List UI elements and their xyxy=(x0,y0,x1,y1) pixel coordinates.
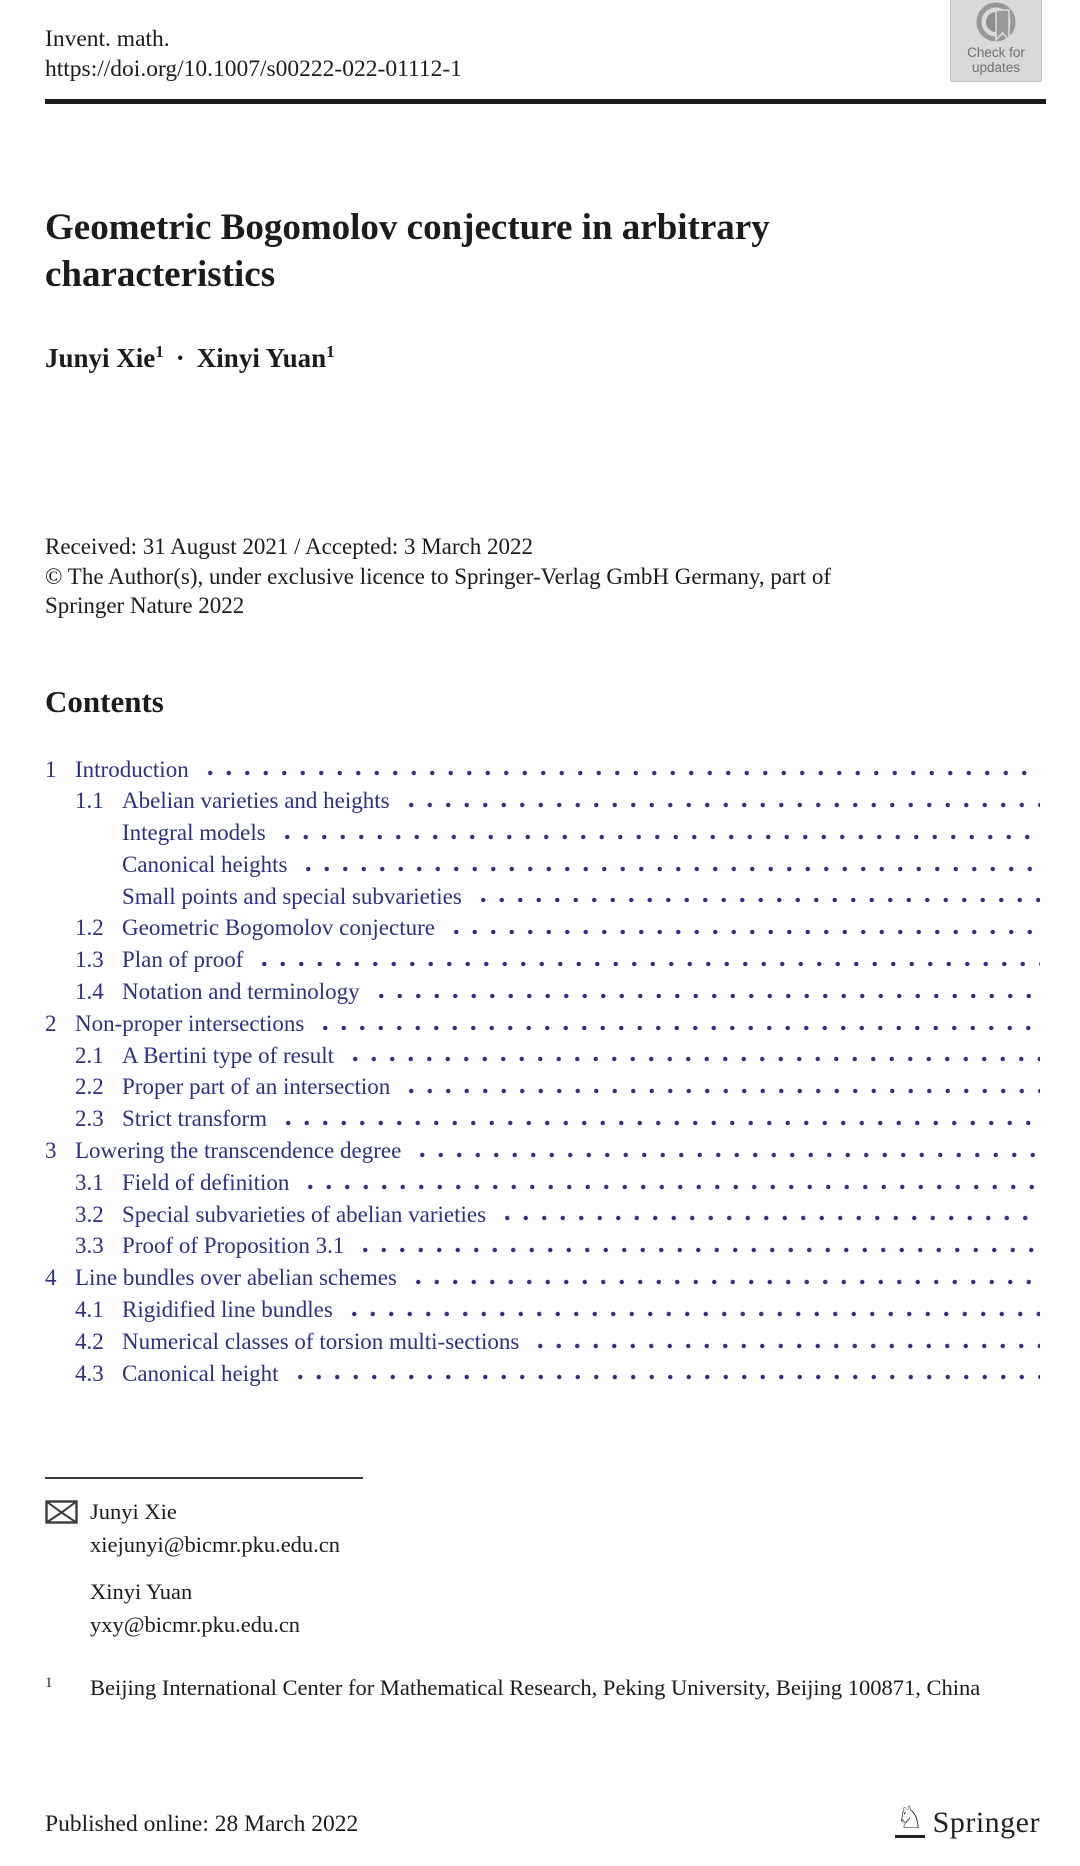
author-1-affiliation-ref: 1 xyxy=(155,342,164,361)
toc-entry[interactable] xyxy=(45,817,1040,849)
toc-entry-label: Numerical classes of torsion multi-sections xyxy=(122,1328,520,1354)
article-meta xyxy=(45,532,1040,621)
toc-entry[interactable] xyxy=(45,1040,1040,1072)
toc-entry-number: 1.3 xyxy=(75,947,104,973)
page-title xyxy=(45,204,1040,298)
toc-entry-label: Canonical height xyxy=(122,1360,279,1386)
toc-entry-label: Strict transform xyxy=(122,1106,267,1132)
footnote-divider xyxy=(45,1477,363,1479)
toc-entry[interactable] xyxy=(45,1326,1040,1358)
copyright-line-1: © The Author(s), under exclusive licence to Springer-Verlag GmbH Germany, part of xyxy=(45,563,831,589)
toc-dot-leader xyxy=(498,1215,1040,1221)
page-footer xyxy=(45,1800,1040,1839)
toc-entry[interactable] xyxy=(45,1230,1040,1262)
toc-entry-number: 4.3 xyxy=(75,1360,104,1386)
received-accepted-line: Received: 31 August 2021 / Accepted: 3 March 2022 xyxy=(45,534,534,559)
toc-entry-label: Notation and terminology xyxy=(122,979,360,1005)
toc-entry[interactable] xyxy=(45,944,1040,976)
toc-dot-leader xyxy=(255,961,1040,967)
affiliation-text: Beijing International Center for Mathematical Research, Peking University, Beijing 100871, China xyxy=(90,1675,981,1701)
toc-dot-leader xyxy=(402,802,1040,808)
toc-entry[interactable] xyxy=(45,1199,1040,1231)
header-divider xyxy=(45,99,1046,104)
toc-dot-leader xyxy=(301,1184,1040,1190)
toc-entry-number: 2 xyxy=(45,1010,57,1036)
toc-entry-label: Geometric Bogomolov conjecture xyxy=(122,915,435,941)
toc-entry[interactable] xyxy=(45,1358,1040,1390)
toc-dot-leader xyxy=(278,834,1040,840)
author-line xyxy=(45,342,1040,374)
correspondence-block xyxy=(45,1495,1040,1641)
check-for-updates-icon xyxy=(972,0,1020,46)
toc-entry[interactable] xyxy=(45,1071,1040,1103)
correspondence-entry xyxy=(45,1495,1040,1561)
author-1-name: Junyi Xie xyxy=(45,343,156,373)
toc-entry-label: Non-proper intersections xyxy=(75,1010,305,1036)
toc-dot-leader xyxy=(474,897,1040,903)
toc-entry[interactable] xyxy=(45,1135,1040,1167)
author-2-affiliation-ref: 1 xyxy=(326,342,335,361)
badge-text-line2: updates xyxy=(971,59,1021,75)
toc-list xyxy=(45,754,1040,1390)
toc-entry-label: Rigidified line bundles xyxy=(122,1297,333,1323)
toc-entry-label: Line bundles over abelian schemes xyxy=(75,1265,397,1291)
author-2-name: Xinyi Yuan xyxy=(196,343,327,373)
toc-entry-number: 3.3 xyxy=(75,1233,104,1259)
affiliation-ref: 1 xyxy=(45,1675,53,1692)
affiliation-block xyxy=(45,1673,1040,1703)
journal-header xyxy=(45,0,1040,84)
toc-entry[interactable] xyxy=(45,754,1040,786)
toc-entry-number: 4.2 xyxy=(75,1328,104,1354)
toc-entry-number: 1 xyxy=(45,756,57,782)
springer-logo xyxy=(895,1800,1040,1839)
toc-entry-number: 2.2 xyxy=(75,1074,104,1100)
toc-entry-number: 3 xyxy=(45,1138,57,1164)
journal-name: Invent. math. xyxy=(45,26,170,52)
toc-dot-leader xyxy=(413,1152,1040,1158)
toc-entry-label: Proof of Proposition 3.1 xyxy=(122,1233,345,1259)
toc-dot-leader xyxy=(409,1279,1040,1285)
toc-dot-leader xyxy=(356,1247,1040,1253)
badge-text-line1: Check for xyxy=(967,45,1025,60)
toc-dot-leader xyxy=(372,993,1040,999)
author-name: Xinyi Yuan xyxy=(90,1579,193,1605)
toc-entry-number: 4.1 xyxy=(75,1297,104,1323)
corresponding-author-email[interactable]: xiejunyi@bicmr.pku.edu.cn xyxy=(90,1532,341,1558)
toc-entry[interactable] xyxy=(45,1294,1040,1326)
correspondence-entry xyxy=(45,1575,1040,1641)
toc-entry[interactable] xyxy=(45,849,1040,881)
toc-dot-leader xyxy=(346,1056,1040,1062)
check-for-updates-button[interactable] xyxy=(950,0,1042,82)
toc-entry[interactable] xyxy=(45,1008,1040,1040)
toc-entry-number: 3.2 xyxy=(75,1201,104,1227)
title-line-1: Geometric Bogomolov conjecture in arbitrary xyxy=(45,207,770,248)
toc-entry-label: Introduction xyxy=(75,756,189,782)
toc-entry-label: Proper part of an intersection xyxy=(122,1074,391,1100)
toc-dot-leader xyxy=(345,1311,1040,1317)
toc-entry-number: 2.1 xyxy=(75,1042,104,1068)
toc-entry[interactable] xyxy=(45,1167,1040,1199)
springer-knight-icon: ♘ xyxy=(895,1800,924,1836)
toc-entry[interactable] xyxy=(45,1262,1040,1294)
publisher-name: Springer xyxy=(932,1806,1040,1839)
toc-entry[interactable] xyxy=(45,976,1040,1008)
toc-entry-label: Integral models xyxy=(122,820,266,846)
toc-entry-label: Abelian varieties and heights xyxy=(122,788,390,814)
toc-entry-label: Plan of proof xyxy=(122,947,244,973)
toc-entry-label: Small points and special subvarieties xyxy=(122,883,462,909)
toc-dot-leader xyxy=(279,1120,1040,1126)
toc-entry[interactable] xyxy=(45,1103,1040,1135)
toc-entry-label: Special subvarieties of abelian varieties xyxy=(122,1201,487,1227)
toc-entry-label: A Bertini type of result xyxy=(122,1042,335,1068)
toc-entry[interactable] xyxy=(45,881,1040,913)
toc-dot-leader xyxy=(402,1088,1040,1094)
toc-entry-number: 1.1 xyxy=(75,788,104,814)
toc-dot-leader xyxy=(299,866,1040,872)
corresponding-author-name: Junyi Xie xyxy=(90,1499,177,1525)
toc-entry-number: 3.1 xyxy=(75,1169,104,1195)
toc-entry[interactable] xyxy=(45,912,1040,944)
author-separator: · xyxy=(175,343,185,373)
title-line-2: characteristics xyxy=(45,254,276,295)
toc-dot-leader xyxy=(291,1374,1041,1380)
toc-entry-number: 1.4 xyxy=(75,979,104,1005)
toc-entry-label: Field of definition xyxy=(122,1169,290,1195)
envelope-icon xyxy=(45,1500,78,1524)
toc-entry-label: Canonical heights xyxy=(122,851,288,877)
toc-dot-leader xyxy=(531,1343,1040,1349)
toc-entry-number: 1.2 xyxy=(75,915,104,941)
toc-dot-leader xyxy=(316,1025,1040,1031)
toc-entry[interactable] xyxy=(45,785,1040,817)
toc-entry-number: 2.3 xyxy=(75,1106,104,1132)
copyright-line-2: Springer Nature 2022 xyxy=(45,593,245,618)
author-email[interactable]: yxy@bicmr.pku.edu.cn xyxy=(90,1612,301,1638)
toc-dot-leader xyxy=(447,929,1040,935)
toc-entry-label: Lowering the transcendence degree xyxy=(75,1138,402,1164)
contents-heading: Contents xyxy=(45,683,164,719)
doi-link[interactable]: https://doi.org/10.1007/s00222-022-01112-1 xyxy=(45,56,462,82)
published-online: Published online: 28 March 2022 xyxy=(45,1811,359,1837)
toc-dot-leader xyxy=(201,770,1040,776)
toc-entry-number: 4 xyxy=(45,1265,57,1291)
